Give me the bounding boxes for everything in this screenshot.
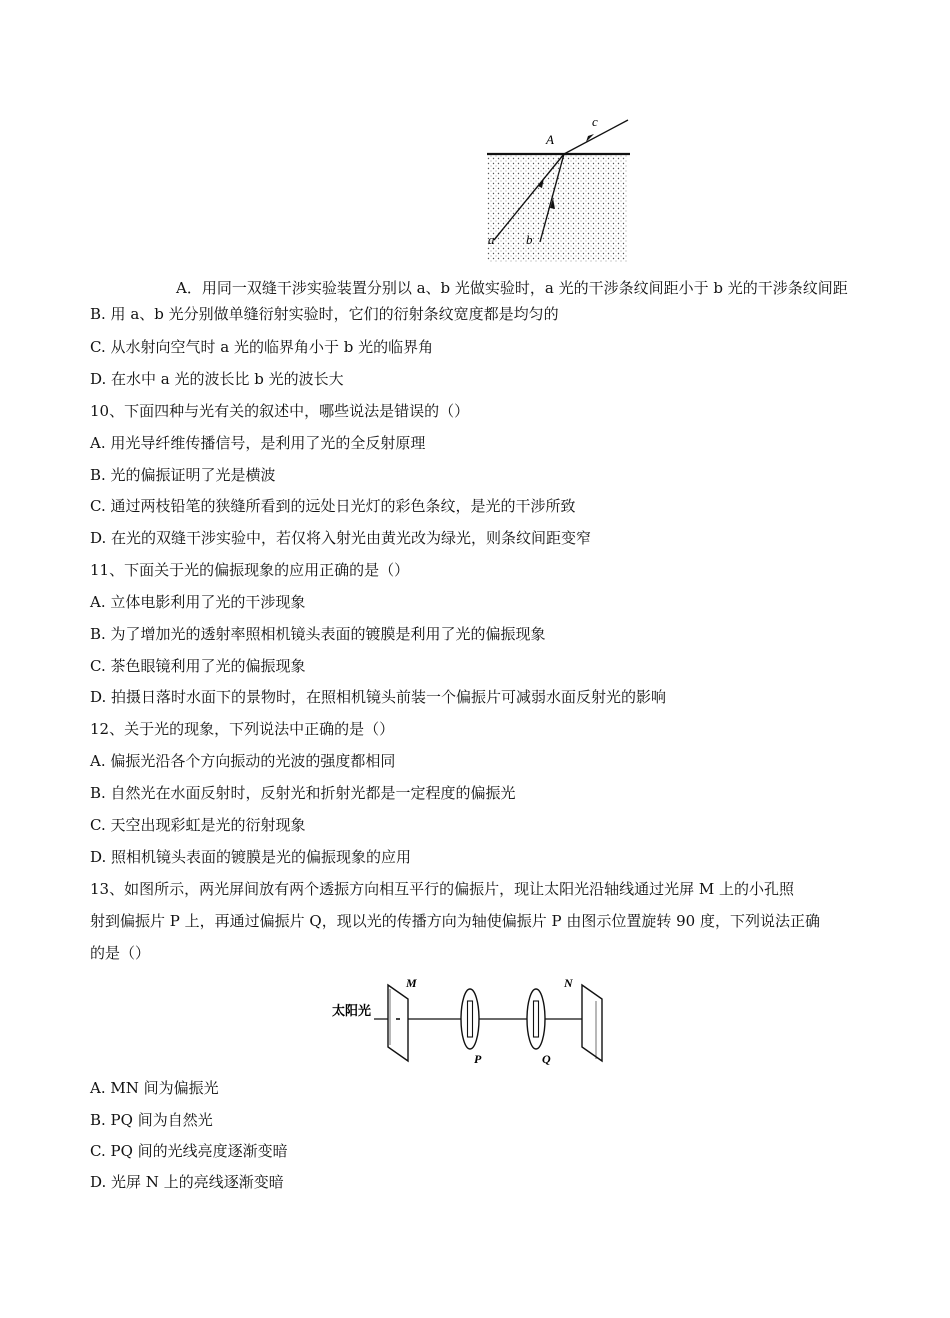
q9-option-c: C. 从水射向空气时 a 光的临界角小于 b 光的临界角 <box>90 338 434 356</box>
q13-option-d: D. 光屏 N 上的亮线逐渐变暗 <box>90 1173 284 1191</box>
label-M: M <box>406 976 417 990</box>
q13-option-c: C. PQ 间的光线亮度逐渐变暗 <box>90 1142 288 1160</box>
label-N: N <box>564 976 573 990</box>
refraction-figure <box>482 112 632 264</box>
q11-option-a: A. 立体电影利用了光的干涉现象 <box>90 593 306 611</box>
q12-stem: 12、关于光的现象，下列说法中正确的是（） <box>90 720 395 738</box>
q11-option-c: C. 茶色眼镜利用了光的偏振现象 <box>90 657 306 675</box>
polarizer-figure <box>330 975 610 1070</box>
screen-N <box>582 985 602 1061</box>
q13-stem-line-3: 的是（） <box>90 944 151 962</box>
q10-option-b: B. 光的偏振证明了光是横波 <box>90 466 276 484</box>
label-P: P <box>474 1052 482 1066</box>
q10-stem: 10、下面四种与光有关的叙述中，哪些说法是错误的（） <box>90 402 470 420</box>
q11-stem: 11、下面关于光的偏振现象的应用正确的是（） <box>90 561 410 579</box>
q11-option-b: B. 为了增加光的透射率照相机镜头表面的镀膜是利用了光的偏振现象 <box>90 625 546 643</box>
label-a: a <box>488 232 495 247</box>
q10-option-d: D. 在光的双缝干涉实验中，若仅将入射光由黄光改为绿光，则条纹间距变窄 <box>90 529 592 547</box>
q13-option-a: A. MN 间为偏振光 <box>90 1079 219 1097</box>
q13-stem-line-2: 射到偏振片 P 上，再通过偏振片 Q，现以光的传播方向为轴使偏振片 P 由图示位置旋转 90 度，下列说法正确 <box>90 912 820 930</box>
polarizer-Q-slit <box>534 1001 539 1037</box>
polarizer-P-slit <box>468 1001 473 1037</box>
q12-option-b: B. 自然光在水面反射时，反射光和折射光都是一定程度的偏振光 <box>90 784 516 802</box>
sun-label: 太阳光 <box>332 1004 372 1019</box>
label-b: b <box>526 232 533 247</box>
q13-stem-line-1: 13、如图所示，两光屏间放有两个透振方向相互平行的偏振片，现让太阳光沿轴线通过光屏 M 上的小孔照 <box>90 880 794 898</box>
q12-option-d: D. 照相机镜头表面的镀膜是光的偏振现象的应用 <box>90 848 412 866</box>
q9-option-a: A．用同一双缝干涉实验装置分别以 a、b 光做实验时，a 光的干涉条纹间距小于 b 光的干涉条纹间距 <box>176 279 848 297</box>
label-Q: Q <box>542 1052 551 1066</box>
q12-option-a: A. 偏振光沿各个方向振动的光波的强度都相同 <box>90 752 396 770</box>
q10-option-c: C. 通过两枝铅笔的狭缝所看到的远处日光灯的彩色条纹，是光的干涉所致 <box>90 497 576 515</box>
q10-option-a: A. 用光导纤维传播信号，是利用了光的全反射原理 <box>90 434 426 452</box>
q9-option-d: D. 在水中 a 光的波长比 b 光的波长大 <box>90 370 344 388</box>
screen-M <box>388 985 408 1061</box>
q9-option-b: B. 用 a、b 光分别做单缝衍射实验时，它们的衍射条纹宽度都是均匀的 <box>90 305 559 323</box>
q13-option-b: B. PQ 间为自然光 <box>90 1111 213 1129</box>
q12-option-c: C. 天空出现彩虹是光的衍射现象 <box>90 816 306 834</box>
label-c: c <box>592 114 598 129</box>
q11-option-d: D. 拍摄日落时水面下的景物时，在照相机镜头前装一个偏振片可减弱水面反射光的影响 <box>90 688 667 706</box>
water-region <box>487 155 627 262</box>
label-A: A <box>546 132 554 147</box>
